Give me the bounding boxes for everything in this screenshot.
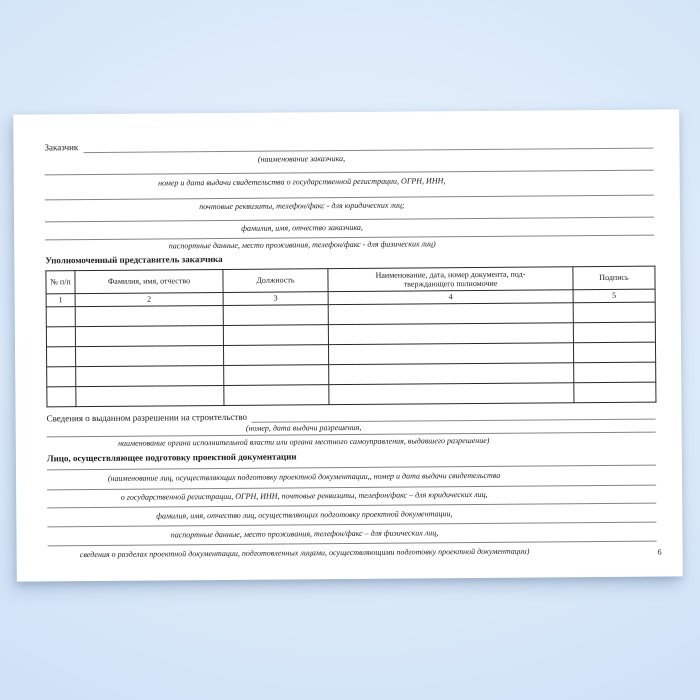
- customer-row: [44, 138, 653, 154]
- header-full-name: Фамилия, имя, отчество: [75, 269, 223, 293]
- header-signature: Подпись: [573, 266, 655, 290]
- permit-caption-2: наименование органа исполнительной власти или органа местного самоуправления, выдавшего разрешение): [118, 435, 490, 448]
- table-empty-rows: [46, 302, 656, 407]
- form-content: [44, 110, 656, 560]
- designer-caption-4: паспортные данные, место проживания, телефон/факс – для физических лиц,: [170, 528, 439, 540]
- column-number: 4: [328, 290, 573, 305]
- column-number: 3: [223, 292, 328, 306]
- representatives-table: [45, 266, 656, 408]
- customer-caption-1: (наименование заказчика,: [257, 154, 346, 164]
- customer-fill-line: [83, 138, 653, 153]
- customer-caption-2: номер и дата выдачи свидетельства о государственной регистрации, ОГРН, ИНН,: [158, 176, 446, 188]
- designer-heading: Лицо, осуществляющее подготовку проектной документации: [46, 451, 297, 464]
- header-authority-document: Наименование, дата, номер документа, под- тверждающего полномочие: [328, 267, 573, 292]
- column-number: 1: [46, 294, 75, 307]
- header-number: № п/п: [46, 271, 75, 294]
- customer-label: Заказчик: [44, 142, 79, 153]
- customer-caption-4: фамилия, имя, отчество заказчика,: [241, 222, 363, 233]
- designer-caption-3: фамилия, имя, отчество лиц, осуществляющих подготовку проектной документации,: [156, 509, 453, 521]
- table-row: [47, 382, 656, 407]
- permit-label: Сведения о выданном разрешении на строительство: [46, 411, 248, 424]
- designer-caption-2: о государственной регистрации, ОГРН, ИНН, почтовые реквизиты, телефон/факс – для юридических лиц,: [120, 489, 488, 502]
- designer-caption-1: (наименование лиц, осуществляющих подготовку проектной документации,, номер и дата выдачи свидетельства: [107, 470, 501, 483]
- representative-heading: Уполномоченный представитель заказчика: [45, 253, 223, 266]
- form-page: [13, 109, 683, 581]
- customer-caption-3: почтовые реквизиты, телефон/факс - для юридических лиц;: [199, 200, 405, 212]
- header-position: Должность: [223, 269, 328, 293]
- permit-caption-1: (номер, дата выдачи разрешения,: [245, 422, 362, 433]
- page-number: 6: [657, 547, 662, 557]
- designer-caption-5: сведения о разделах проектной документации, подготовленных лицами, осуществляющими подготовку проектной документации): [79, 546, 530, 560]
- column-number: 2: [75, 292, 223, 306]
- customer-caption-5: паспортные данные, место проживания, телефон/факс - для физических лиц): [168, 239, 436, 251]
- column-number: 5: [573, 289, 655, 303]
